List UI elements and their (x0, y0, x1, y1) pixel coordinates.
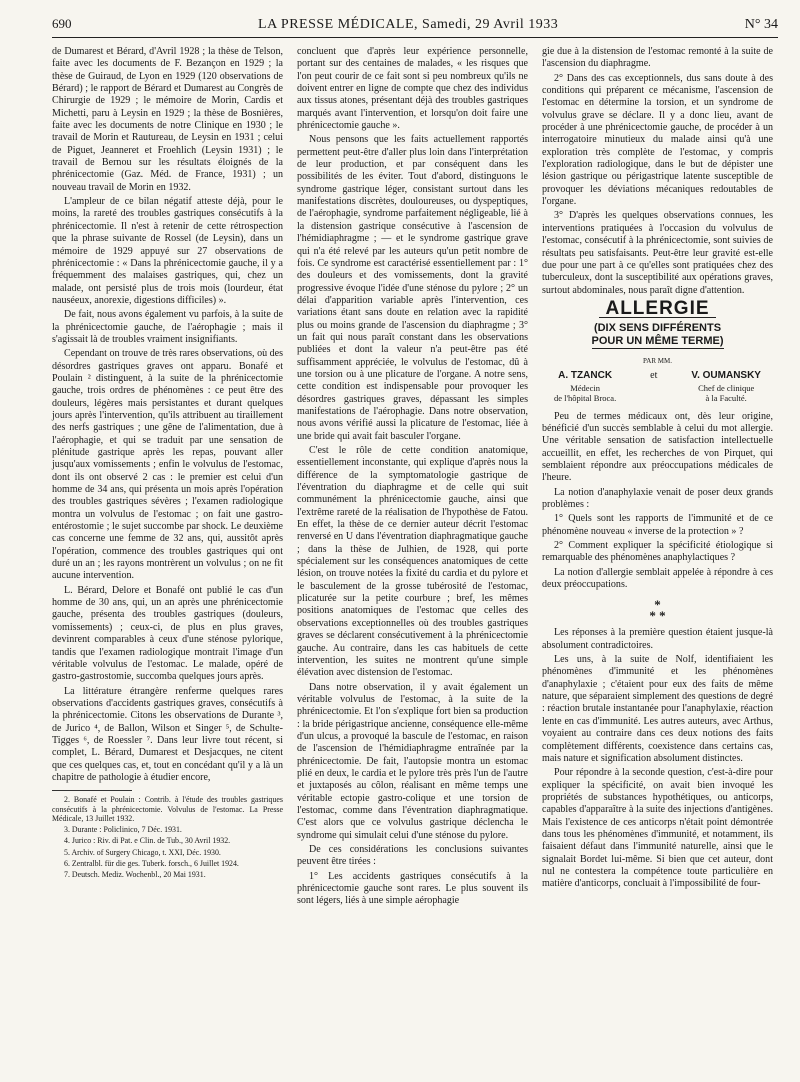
asterisk-top: * (654, 597, 661, 613)
author-1 (554, 370, 616, 402)
author-name: V. OUMANSKY (691, 370, 761, 382)
paragraph: 1° Quels sont les rapports de l'immunité et de ce phénomène nouveau « inverse de la protection » ? (542, 513, 773, 537)
byline-prefix: PAR MM. (643, 356, 672, 365)
author-role: de l'hôpital Broca. (554, 392, 617, 403)
footnote: 5. Archiv. of Surgery Chicago, t. XXI, Déc. 1930. (64, 847, 221, 857)
paragraph: de Dumarest et Bérard, d'Avril 1928 ; la thèse de Telson, faite avec les documents de F. Bezançon en 1929 ; la thèse de Guiraud, de Lyon en 1929 (120 observations de Bérard) ; le rapport de Bérard et Dumarest au Congrès de Chirurgie de 1929 ; le mémoire de Morin, Cardis et Michetti, paru à Leysin en 1929 ; la thèse de Bosnières, faite avec les documents de notre Clinique en 1930 ; le travail de Morin et Rautureau, de Leysin en 1931 ; celui de Piguet, Jeanneret et Froehlich (Leysin 1931) ; le travail de Bernou sur les résultats éloignés de la phrénicectomie (Gaz. Méd. de France, 1931) ; un nouveau travail de Morin en 1932. (52, 46, 283, 193)
paragraph: De fait, nous avons également vu parfois, à la suite de la phrénicectomie gauche, de l'aérophagie ; mais il s'agissait là de troubles vraiment insignifiants. (52, 309, 283, 345)
paragraph: L. Bérard, Delore et Bonafé ont publié le cas d'un homme de 30 ans, qui, un an après une phrénicectomie gauche, présenta des troubles gastriques (douleurs, vomissements) ; ceux-ci, de plus en plus graves, devinrent comparables à ceux d'une sténose pylorique, tandis que l'examen radiologique montrait l'image d'un véritable volvulus de l'estomac. Le malade, opéré de gastro-gastrostomie, succomba quelques jours après. (52, 584, 283, 683)
article-subtitle-2: POUR UN MÊME TERME) (592, 335, 724, 349)
page-number: 690 (52, 16, 72, 31)
paragraph: gie due à la distension de l'estomac remonté à la suite de l'ascension du diaphragme. (542, 46, 773, 70)
issue-number: N° 34 (744, 17, 778, 32)
asterisk-bottom: * * (649, 608, 666, 624)
author-role: à la Faculté. (705, 392, 747, 403)
paragraph: 3° D'après les quelques observations connues, les interventions pratiquées à l'occasion du volvulus de l'estomac, consécutif à la phrénicectomie, sont suivies de résultats peu satisfaisants. Peut-être leur gravité est-elle due pour une part à ce qu'elles sont pratiquées chez des tuberculeux, dont la susceptibilité aux opérations graves, surtout abdominales, nous paraît digne d'attention. (542, 210, 773, 296)
footnote: 2. Bonafé et Poulain : Contrib. à l'étude des troubles gastriques consécutifs à la phrénicectomie. Volvulus de l'estomac. La Presse Médicale, 13 Juillet 1932. (52, 795, 283, 823)
footnote: 3. Durante : Policlinico, 7 Déc. 1931. (64, 825, 182, 835)
author-name: A. TZANCK (558, 370, 613, 382)
journal-title: LA PRESSE MÉDICALE, Samedi, 29 Avril 1933 (258, 17, 559, 32)
article-title: ALLERGIE (599, 303, 715, 318)
column-2 (297, 46, 528, 910)
paragraph: De ces considérations les conclusions suivantes peuvent être tirées : (297, 844, 528, 868)
author-role: Chef de clinique (698, 382, 755, 393)
paragraph: Cependant on trouve de très rares observations, où des désordres gastriques graves ont apparu. Bonafé et Poulain ² distinguent, à la suite de la phrénicectomie gauche, trois ordres de phénomènes : ce peut être des douleurs, légères mais persistantes et durant quelques jours après l'intervention, qu'ils attribuent au tiraillement des nerfs gastriques ; une gêne de l'alimentation, due à l'aérophagie, et qui se traduit par une sensation de plénitude gastrique après les repas, pouvant aller jusqu'aux vomissements ; enfin le volvulus de l'estomac, dont ils ont observé 2 cas : le premier est celui d'un homme de 34 ans, qui présenta un mois après l'opération des troubles gastriques sévères ; l'examen radiologique montra un volvulus de l'estomac ; on fait une gastro-entérostomie ; le sujet succombe par shock. Le deuxième cas concerne une femme de 32 ans, qui, aussitôt après l'opération, commence des troubles gastriques qui ont duré un an ; les rayons montrèrent un volvulus ; on ne fit aucune intervention. (52, 348, 284, 582)
paragraph: Dans notre observation, il y avait également un véritable volvulus de l'estomac, à la suite de la phrénicectomie. Et l'on s'explique fort bien sa production : la bride périgastrique ancienne, conséquence elle-même d'un ulcus, a provoqué la bascule de l'estomac, en raison de l'ascension de l'hémidiaphragme entraînée par la phrénicectomie. De fait, l'autopsie montra un estomac plié en deux, le cardia et le pylore très près l'un de l'autre et juxtaposés au côlon, réalisant en même temps une véritable ectopie gastro-colique et une torsion de l'estomac, comme dans l'éventration diaphragmatique. C'est alors que ce volvulus gastrique déclencha le syndrome qui simulait celui d'une sténose du pylore. (297, 681, 528, 841)
paragraph: Peu de termes médicaux ont, dès leur origine, bénéficié d'un succès semblable à celui du mot allergie. Une véritable sensation de satisfaction intellectuelle accueillit, en effet, les recherches de von Pirquet, qui semblaient répondre aux préoccupations médicales de l'heure. (542, 410, 773, 484)
authors-conjunction: et (650, 370, 658, 382)
article-subtitle: (DIX SENS DIFFÉRENTS (593, 322, 722, 335)
section-break-asterisks (542, 597, 773, 624)
author-role: Médecin (570, 382, 600, 393)
column-1 (52, 46, 283, 910)
paragraph: 1° Les accidents gastriques consécutifs à la phrénicectomie gauche sont rares. Le plus souvent ils sont légers, liés à une simple aérophagie (297, 870, 528, 907)
paragraph: Les réponses à la première question étaient jusque-là absolument contradictoires. (542, 627, 773, 651)
footnote: 4. Jurico : Riv. di Pat. e Clin. de Tub., 30 Avril 1932. (64, 836, 231, 846)
paragraph: La notion d'anaphylaxie venait de poser deux grands problèmes : (542, 486, 773, 510)
paragraph: La notion d'allergie semblait appelée à répondre à ces deux préoccupations. (542, 566, 773, 591)
paragraph: Pour répondre à la seconde question, c'est-à-dire pour expliquer la spécificité, on avait bien invoqué les propriétés de substances hypothétiques, ou anticorps, capables d'apparaître à la suite des injections d'antigènes. Mais l'existence de ces anticorps n'était point démontrée dans tous les phénomènes d'immunité, et notamment, ils faisaient défaut dans l'immunité naturelle, ainsi que le signalait Bordet lui-même. Si bien que cet auteur, dont nul ne contestera la compétence toute particulière en matière d'anticorps, concluait à l'impossibilité de four- (542, 767, 773, 890)
footnote: 7. Deutsch. Mediz. Wochenbl., 20 Mai 1931. (64, 870, 206, 880)
column-3 (542, 46, 773, 910)
paragraph: C'est le rôle de cette condition anatomique, essentiellement inconstante, qui explique d'après nous la différence de la symptomatologie gastrique de l'éventration du diaphragme et de celle qui suit communément la phrénicectomie gauche, ainsi que l'extrême rareté de la réalisation de l'hypothèse de Fatou. En effet, la thèse de ce dernier auteur décrit l'estomac renversé en U dans l'éventration diaphragmatique gauche ; dans la thèse de Julhien, de 1928, qui porte spécialement sur les conséquences anatomiques de cette lésion, on trouve notées la fixité du cardia et du pylore et le basculement de la grosse tubérosité de l'estomac, plicaturée sur la petite courbure ; bref, les mêmes positions anatomiques de l'estomac que celles des observations exceptionnelles où des troubles gastriques graves se déclarent consécutivement à la phrénicectomie gauche. Au contraire, dans les cas habituels de cette intervention, les suites ne montrent qu'une simple élévation avec distension de l'estomac. (297, 445, 528, 679)
paragraph: 2° Comment expliquer la spécificité étiologique si remarquable des phénomènes anaphylactiques ? (542, 540, 773, 564)
authors (542, 370, 773, 402)
paragraph: Les uns, à la suite de Nolf, identifiaient les phénomènes d'immunité et les phénomènes d'anaphylaxie ; c'étaient pour eux des faits de même nature, que séparaient simplement des questions de degré : réaction brutale instantanée pour l'anaphylaxie, réaction lente en cas d'immunité. Les autres auteurs, avec Arthus, voyaient au contraire dans ces deux notions des faits complètement différents, coexistence dans certains cas, mais nature et signification absolument distinctes. (542, 654, 773, 764)
footnote-separator (52, 790, 132, 791)
footnote: 6. Zentralbl. für die ges. Tuberk. forsch., 6 Juillet 1924. (64, 859, 239, 869)
paragraph: concluent que d'après leur expérience personnelle, portant sur des centaines de malades, « les risques que l'on peut courir de ce fait sont si peu nombreux qu'ils ne doivent entrer en ligne de compte que chez des individus aux tissus atones, présentant déjà des troubles gastriques marqués avant l'intervention, et lorsqu'on doit faire une phrénicectomie gauche ». (297, 46, 528, 132)
article-heading (542, 297, 773, 403)
article-columns (52, 38, 778, 910)
paragraph: L'ampleur de ce bilan négatif atteste déjà, pour le moins, la rareté des troubles gastriques consécutifs à la phrénicectomie. Il n'est à retenir de cette rétrospection que la phrase suivante de Rossel (de Leysin), dans un mémoire de 1929 appuyé sur 27 observations de phrénicectomie : « Dans la phrénicectomie gauche, il y a fréquemment des malaises gastriques, qui, chez un malade, ont persisté plus de trois mois (lourdeur, état nauséeux, anorexie, digestions difficiles) ». (52, 196, 283, 306)
paragraph: La littérature étrangère renferme quelques rares observations d'accidents gastriques graves, consécutifs à la phrénicectomie. Citons les observations de Durante ³, de Jurico ⁴, de Ballon, Wilson et Singer ⁵, de Schulte-Tigges ⁶, de Roessler ⁷. Dans leur livre tout récent, si complet, L. Bérard, Dumarest et Desjacques, ne citent que ces quelques cas, et, tout en concédant qu'il y a là un chapitre de pathologie à étudier encore, (52, 685, 283, 783)
author-2 (691, 370, 761, 402)
paragraph: 2° Dans des cas exceptionnels, dus sans doute à des conditions qui préparent ce mécanisme, l'ascension de l'estomac en détermine la torsion, et un syndrome de volvulus grave se déclare. Il y a donc lieu, avant de procéder à une phrénicectomie gauche, de procéder à un interrogatoire minutieux du malade ainsi qu'à une exploration très complète de l'estomac, y compris l'exploration radiologique, dans le but de dépister une lésion gastrique ou périgastrique latente susceptible de provoquer les déviations mécaniques redoutables de l'organe. (542, 72, 773, 208)
paragraph: Nous pensons que les faits actuellement rapportés permettent peut-être d'aller plus loin dans l'interprétation de leur production, et par conséquent dans les possibilités de les éviter. Tout d'abord, distinguons le syndrome gastrique léger, consistant surtout dans les manifestations discrètes, douloureuses, ou dyspeptiques, de l'aérophagie, syndrome parfaitement négligeable, lié à la distension gastrique consécutive à l'ascension de l'hémidiaphragme ; — et le syndrome gastrique grave qui n'a été relevé par les auteurs qu'un petit nombre de fois. Ce syndrome est caractérisé essentiellement par : 1° des douleurs et des vomissements, dont la gravité progressive évoque l'idée d'une sténose du pylore ; 2° un délai d'apparition variable après l'intervention, ces variations étant sans doute en relation avec la rapidité plus ou moins grande de l'ascension du diaphragme ; 3° un fait qui nous paraît constant dans les observations publiées et dont la valeur n'a peut-être pas été suffisamment appréciée, le volvulus de l'estomac, dû à une torsion ou à une plicature de l'organe. A notre sens, cette condition est indispensable pour provoquer les désordres gastriques graves, dépassant les simples manifestations de l'aérophagie. Dans notre observation, nous avons vérifié aussi la plicature de l'estomac, liée à une bride qui avait fait basculer l'organe. (297, 134, 528, 442)
page-header (52, 0, 778, 38)
